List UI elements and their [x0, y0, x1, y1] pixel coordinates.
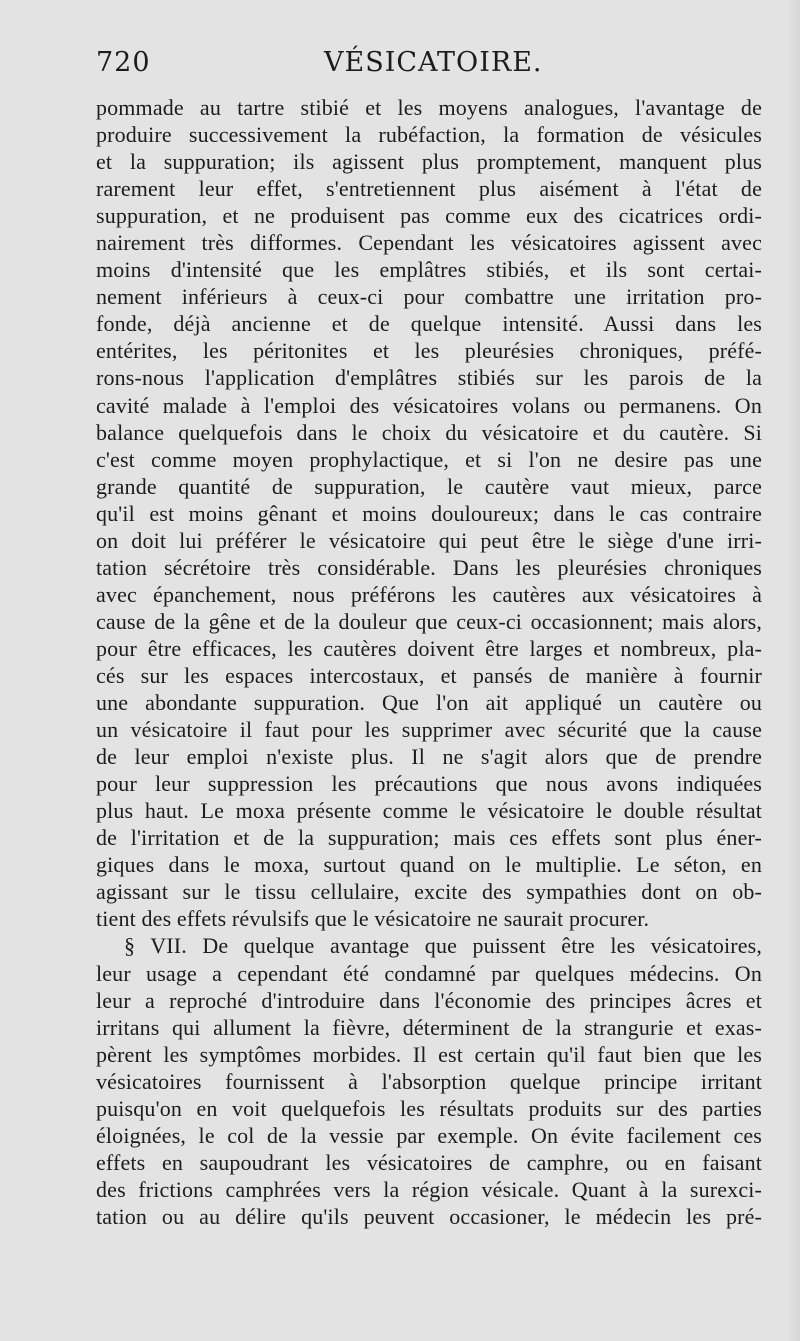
text-line: éloignées, le col de la vessie par exemple. On évite facilement ces	[96, 1122, 762, 1148]
text-line: nairement très difformes. Cependant les vésicatoires agissent avec	[96, 230, 762, 256]
text-line: vésicatoires fournissent à l'absorption quelque principe irritant	[96, 1068, 762, 1094]
text-line: une abondante suppuration. Que l'on ait appliqué un cautère ou	[96, 690, 762, 716]
text-line: produire successivement la rubéfaction, la formation de vésicules	[96, 122, 762, 148]
text-line: nement inférieurs à ceux-ci pour combattre une irritation pro-	[96, 284, 762, 310]
text-line: avec épanchement, nous préférons les cautères aux vésicatoires à	[96, 581, 762, 607]
body-text	[96, 94, 762, 1230]
text-line: on doit lui préférer le vésicatoire qui peut être le siège d'une irri-	[96, 527, 762, 553]
text-line: pour être efficaces, les cautères doivent être larges et nombreux, pla-	[96, 635, 762, 661]
text-line: leur usage a cependant été condamné par quelques médecins. On	[96, 960, 762, 986]
text-line: cause de la gêne et de la douleur que ceux-ci occasionnent; mais alors,	[96, 608, 762, 634]
text-line: pommade au tartre stibié et les moyens analogues, l'avantage de	[96, 95, 762, 120]
text-line: entérites, les péritonites et les pleurésies chroniques, préfé-	[96, 338, 762, 364]
running-title: VÉSICATOIRE.	[324, 47, 543, 78]
text-line: effets en saupoudrant les vésicatoires de camphre, ou en faisant	[96, 1149, 762, 1175]
text-line: moins d'intensité que les emplâtres stibiés, et ils sont certai-	[96, 257, 762, 283]
text-line: giques dans le moxa, surtout quand on le multiplie. Le séton, en	[96, 852, 762, 878]
text-line: qu'il est moins gênant et moins douloureux; dans le cas contraire	[96, 500, 762, 526]
text-line: suppuration, et ne produisent pas comme eux des cicatrices ordi-	[96, 203, 762, 229]
text-line: tation ou au délire qu'ils peuvent occasioner, le médecin les pré-	[96, 1203, 762, 1229]
text-line: un vésicatoire il faut pour les supprimer avec sécurité que la cause	[96, 717, 762, 743]
text-line: agissant sur le tissu cellulaire, excite des sympathies dont on ob-	[96, 879, 762, 905]
text-line: irritans qui allument la fièvre, déterminent de la strangurie et exas-	[96, 1014, 762, 1040]
text-line: cavité malade à l'emploi des vésicatoires volans ou permanens. On	[96, 392, 762, 418]
text-line: pour leur suppression les précautions que nous avons indiquées	[96, 771, 762, 797]
text-line: rons-nous l'application d'emplâtres stibiés sur les parois de la	[96, 365, 762, 391]
text-line: rarement leur effet, s'entretiennent plus aisément à l'état de	[96, 176, 762, 202]
text-line: leur a reproché d'introduire dans l'économie des principes âcres et	[96, 987, 762, 1013]
text-line: cés sur les espaces intercostaux, et pansés de manière à fournir	[96, 662, 762, 688]
text-line: et la suppuration; ils agissent plus promptement, manquent plus	[96, 149, 762, 175]
paragraph-last-line: tient des effets révulsifs que le vésicatoire ne saurait procurer.	[96, 906, 650, 932]
text-line: pèrent les symptômes morbides. Il est certain qu'il faut bien que les	[96, 1041, 762, 1067]
text-line: de l'irritation et de la suppuration; mais ces effets sont plus éner-	[96, 825, 762, 851]
text-line: puisqu'on en voit quelquefois les résultats produits sur des parties	[96, 1095, 762, 1121]
section-heading-line: § VII. De quelque avantage que puissent être les vésicatoires,	[124, 933, 762, 959]
text-line: grande quantité de suppuration, le cautère vaut mieux, parce	[96, 473, 762, 499]
text-line: c'est comme moyen prophylactique, et si l'on ne desire pas une	[96, 446, 762, 472]
running-head	[96, 48, 762, 94]
page-number: 720	[96, 47, 151, 78]
text-line: fonde, déjà ancienne et de quelque intensité. Aussi dans les	[96, 311, 762, 337]
text-line: de leur emploi n'existe plus. Il ne s'agit alors que de prendre	[96, 744, 762, 770]
text-line: tation sécrétoire très considérable. Dans les pleurésies chroniques	[96, 554, 762, 580]
text-line: balance quelquefois dans le choix du vésicatoire et du cautère. Si	[96, 419, 762, 445]
text-line: plus haut. Le moxa présente comme le vésicatoire le double résultat	[96, 798, 762, 824]
text-line: des frictions camphrées vers la région vésicale. Quant à la surexci-	[96, 1176, 762, 1202]
